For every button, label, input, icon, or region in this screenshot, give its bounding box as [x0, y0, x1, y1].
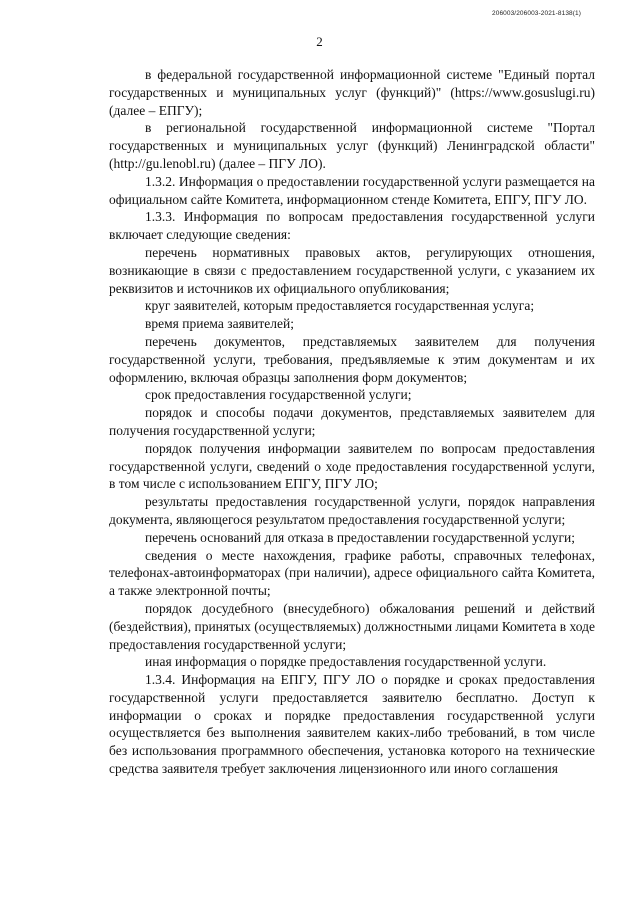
paragraph-pgu-lo: в региональной государственной информационной системе "Портал государственных и муниципальных услуг (функций) Ленинградской области" (http://gu.lenobl.ru) (далее – ПГУ ЛО).: [109, 120, 595, 171]
list-item-appeal: порядок досудебного (внесудебного) обжалования решений и действий (бездействия), принятых (осуществляемых) должностными лицами Комитета в ходе предоставления государственной услуги;: [109, 600, 595, 652]
paragraph-epgu: в федеральной государственной информационной системе "Единый портал государственных и муниципальных услуг (функций)" (https://www.gosuslugi.ru) (далее – ЕПГУ);: [109, 67, 595, 118]
page-number: 2: [316, 34, 323, 49]
list-item-reception-time: время приема заявителей;: [145, 316, 294, 332]
list-item-refusal-grounds: перечень оснований для отказа в предоставлении государственной услуги;: [145, 529, 576, 545]
list-item-term: срок предоставления государственной услуги;: [145, 387, 412, 403]
paragraph-1-3-4: 1.3.4. Информация на ЕПГУ, ПГУ ЛО о порядке и сроках предоставления государственной услуги предоставляется заявителю бесплатно. Доступ к информации о сроках и порядке предоставления государственной услуги осуществляется без выполнения заявителем каких-либо требований, в том числе без использования программного обеспечения, установка которого на технические средства заявителя требует заключения лицензионного или иного соглашения: [109, 672, 595, 777]
document-body: [109, 66, 595, 778]
list-item-other-info: иная информация о порядке предоставления государственной услуги.: [145, 654, 547, 670]
list-item-documents: перечень документов, представляемых заявителем для получения государственной услуги, требования, предъявляемые к этим документам и их оформлению, включая образцы заполнения форм документов;: [109, 333, 595, 385]
list-item-legal-acts: перечень нормативных правовых актов, регулирующих отношения, возникающие в связи с предоставлением государственной услуги, с указанием их реквизитов и источников их официального опубликования;: [109, 244, 595, 296]
list-item-results: результаты предоставления государственной услуги, порядок направления документа, являющегося результатом предоставления государственной услуги;: [109, 494, 595, 527]
document-id: 206003/206003-2021-8138(1): [492, 10, 581, 17]
list-item-contacts: сведения о месте нахождения, графике работы, справочных телефонах, телефонах-автоинформаторах (при наличии), адресе официального сайта Комитета, а также электронной почты;: [109, 547, 595, 599]
paragraph-1-3-3: 1.3.3. Информация по вопросам предоставления государственной услуги включает следующие сведения:: [109, 209, 595, 243]
list-item-submission: порядок и способы подачи документов, представляемых заявителем для получения государственной услуги;: [109, 405, 595, 438]
paragraph-1-3-2: 1.3.2. Информация о предоставлении государственной услуги размещается на официальном сайте Комитета, информационном стенде Комитета, ЕПГУ, ПГУ ЛО.: [109, 173, 595, 207]
list-item-information-procedure: порядок получения информации заявителем по вопросам предоставления государственной услуги, сведений о ходе предоставления государственной услуги, в том числе с использованием ЕПГУ, ПГУ ЛО;: [109, 440, 595, 492]
list-item-applicants: круг заявителей, которым предоставляется государственная услуга;: [145, 298, 535, 314]
